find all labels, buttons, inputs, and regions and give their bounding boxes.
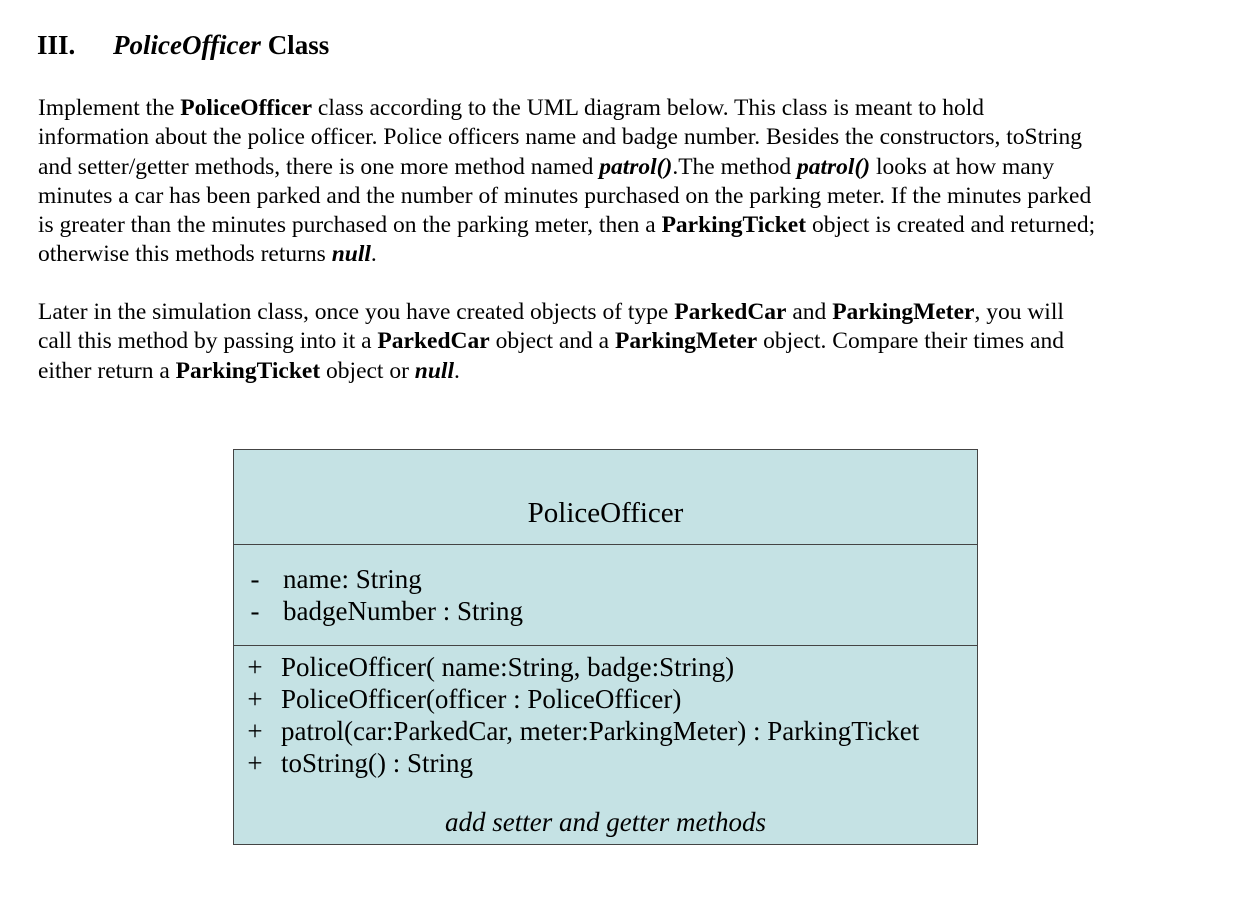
text-run: object is created and returned; bbox=[806, 212, 1096, 239]
visibility-public-marker: + bbox=[247, 716, 263, 746]
paragraph-line: information about the police officer. Police officers name and badge number. Besides the constructors, toString bbox=[38, 124, 1082, 151]
method-text: PoliceOfficer(officer : PoliceOfficer) bbox=[281, 684, 682, 714]
bold-class-name: ParkedCar bbox=[674, 299, 787, 325]
bold-class-name: ParkingMeter bbox=[832, 299, 975, 325]
attribute-text: badgeNumber : String bbox=[283, 596, 523, 626]
section-heading bbox=[37, 30, 329, 61]
paragraph-line bbox=[38, 211, 1228, 240]
text-run: . bbox=[370, 241, 377, 268]
uml-attribute bbox=[234, 563, 977, 595]
visibility-public-marker: + bbox=[247, 748, 263, 778]
section-number: III. bbox=[37, 30, 76, 60]
uml-method bbox=[234, 683, 977, 715]
bold-class-name: ParkingTicket bbox=[175, 357, 321, 384]
paragraph-line bbox=[38, 327, 1228, 356]
text-run: and bbox=[786, 299, 833, 325]
uml-class-diagram bbox=[233, 449, 978, 845]
paragraph-line bbox=[38, 357, 1228, 386]
text-run: Later in the simulation class, once you have created objects of type bbox=[38, 299, 675, 325]
visibility-private-marker: - bbox=[250, 596, 260, 626]
bold-italic-keyword: null bbox=[414, 357, 454, 384]
bold-italic-keyword: null bbox=[331, 241, 371, 268]
uml-class-name: PoliceOfficer bbox=[234, 450, 977, 545]
text-run: call this method by passing into it a bbox=[38, 328, 378, 355]
text-run: class according to the UML diagram below. This class is meant to hold bbox=[312, 95, 985, 121]
uml-methods-section bbox=[234, 646, 977, 844]
text-run: looks at how many bbox=[870, 153, 1055, 180]
attribute-text: name: String bbox=[283, 564, 422, 594]
text-run: otherwise this methods returns bbox=[38, 241, 332, 268]
text-run: either return a bbox=[38, 357, 176, 384]
visibility-private-marker: - bbox=[250, 564, 260, 594]
text-run: , you will bbox=[974, 299, 1064, 325]
text-run: .The method bbox=[672, 153, 797, 180]
bold-italic-method: patrol() bbox=[599, 153, 673, 180]
visibility-public-marker: + bbox=[247, 684, 263, 714]
paragraph-line bbox=[38, 298, 1228, 327]
uml-method bbox=[234, 715, 977, 747]
bold-class-name: ParkingMeter bbox=[614, 328, 758, 355]
paragraph-line bbox=[38, 94, 1228, 123]
paragraph-line: minutes a car has been parked and the number of minutes purchased on the parking meter. If the minutes parked bbox=[38, 182, 1092, 209]
method-text: toString() : String bbox=[281, 748, 474, 778]
text-run: object or bbox=[320, 357, 415, 384]
visibility-public-marker: + bbox=[247, 652, 263, 682]
paragraph-line bbox=[38, 153, 1228, 182]
uml-method bbox=[234, 651, 977, 683]
section-title-suffix: Class bbox=[260, 30, 330, 60]
uml-note: add setter and getter methods bbox=[445, 807, 766, 837]
method-text: PoliceOfficer( name:String, badge:String) bbox=[281, 652, 735, 682]
method-text: patrol(car:ParkedCar, meter:ParkingMeter) : ParkingTicket bbox=[281, 716, 920, 746]
paragraph-simulation bbox=[38, 298, 1228, 386]
paragraph-description bbox=[38, 94, 1228, 270]
bold-italic-method: patrol() bbox=[796, 153, 871, 180]
bold-class-name: PoliceOfficer bbox=[180, 95, 313, 121]
paragraph-line bbox=[38, 240, 1228, 269]
text-run: is greater than the minutes purchased on the parking meter, then a bbox=[38, 212, 662, 239]
text-run: and setter/getter methods, there is one more method named bbox=[38, 153, 600, 180]
section-title-class-name: PoliceOfficer bbox=[113, 30, 261, 60]
bold-class-name: ParkingTicket bbox=[661, 212, 807, 239]
text-run: object and a bbox=[489, 328, 615, 355]
text-run: Implement the bbox=[38, 95, 181, 121]
uml-attribute bbox=[234, 595, 977, 627]
uml-method bbox=[234, 747, 977, 779]
text-run: object. Compare their times and bbox=[757, 328, 1064, 355]
text-run: . bbox=[454, 357, 460, 384]
uml-attributes-section bbox=[234, 545, 977, 646]
bold-class-name: ParkedCar bbox=[377, 328, 490, 355]
